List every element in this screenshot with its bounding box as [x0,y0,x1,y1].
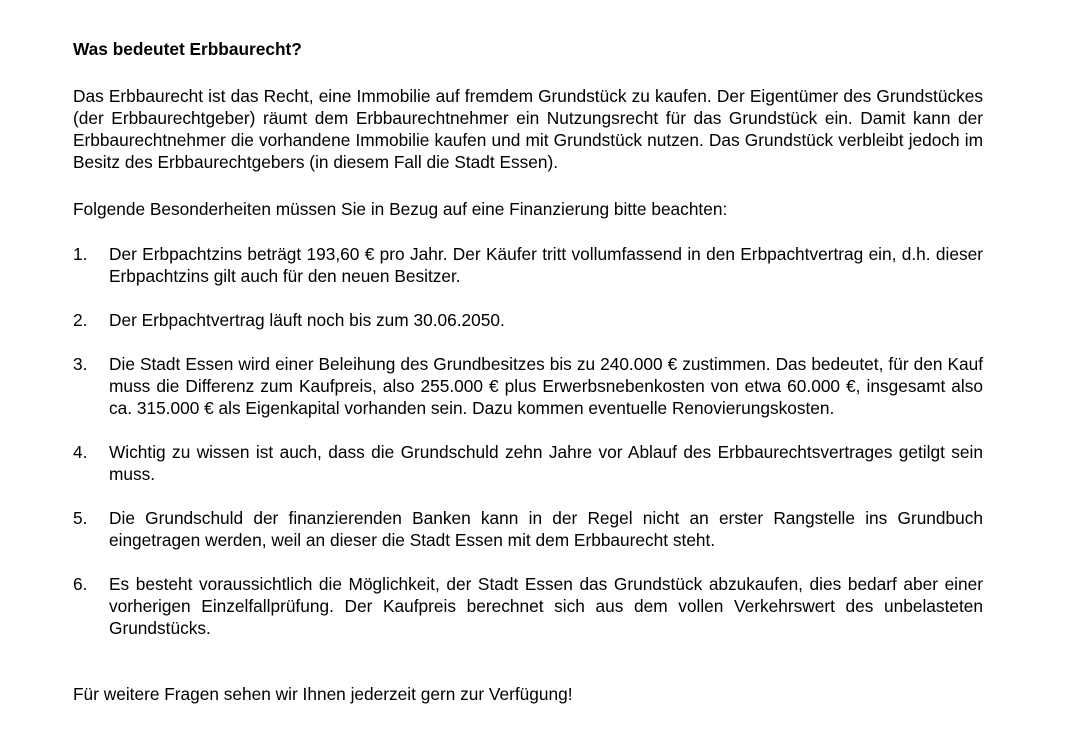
list-item-text: Der Erbpachtzins beträgt 193,60 € pro Jahr. Der Käufer tritt vollumfassend in den Erbpachtvertrag ein, d.h. dieser Erbpachtzins gilt auch für den neuen Besitzer. [109,244,983,286]
document-heading: Was bedeutet Erbbaurecht? [73,39,302,59]
requirements-list [73,243,983,639]
list-item-text: Es besteht voraussichtlich die Möglichkeit, der Stadt Essen das Grundstück abzukaufen, dies bedarf aber einer vorherigen Einzelfallprüfung. Der Kaufpreis berechnet sich aus dem vollen Verkehrswert des unbelasteten Grundstücks. [109,574,983,638]
list-item-text: Die Grundschuld der finanzierenden Banken kann in der Regel nicht an erster Rangstelle ins Grundbuch eingetragen werden, weil an dieser die Stadt Essen mit dem Erbbaurecht steht. [109,508,983,550]
list-item-text: Wichtig zu wissen ist auch, dass die Grundschuld zehn Jahre vor Ablauf des Erbbaurechtsvertrages getilgt sein muss. [109,442,983,484]
list-item-number: 3. [73,354,88,374]
list-item-number: 6. [73,574,88,594]
document-page [73,38,983,705]
list-item [73,441,983,485]
list-item-number: 5. [73,508,88,528]
list-item-number: 2. [73,310,88,330]
list-item [73,309,983,331]
list-item-number: 4. [73,442,88,462]
list-item [73,573,983,639]
list-item [73,243,983,287]
list-item [73,507,983,551]
list-item [73,353,983,419]
list-item-text: Die Stadt Essen wird einer Beleihung des Grundbesitzes bis zu 240.000 € zustimmen. Das bedeutet, für den Kauf muss die Differenz zum Kaufpreis, also 255.000 € plus Erwerbsnebenkosten von etwa 60.000 €, insgesamt also ca. 315.000 € als Eigenkapital vorhanden sein. Dazu kommen eventuelle Renovierungskosten. [109,354,983,418]
closing-paragraph: Für weitere Fragen sehen wir Ihnen jederzeit gern zur Verfügung! [73,684,573,704]
list-item-number: 1. [73,244,88,264]
definition-paragraph: Das Erbbaurecht ist das Recht, eine Immobilie auf fremdem Grundstück zu kaufen. Der Eigentümer des Grundstückes (der Erbbaurechtgeber) räumt dem Erbbaurechtnehmer ein Nutzungsrecht für das Grundstück ein. Damit kann der Erbbaurechtnehmer die vorhandene Immobilie kaufen und mit Grundstück nutzen. Das Grundstück verbleibt jedoch im Besitz des Erbbaurechtgebers (in diesem Fall die Stadt Essen). [73,86,983,172]
list-item-text: Der Erbpachtvertrag läuft noch bis zum 30.06.2050. [109,310,505,330]
intro-paragraph: Folgende Besonderheiten müssen Sie in Bezug auf eine Finanzierung bitte beachten: [73,199,728,219]
